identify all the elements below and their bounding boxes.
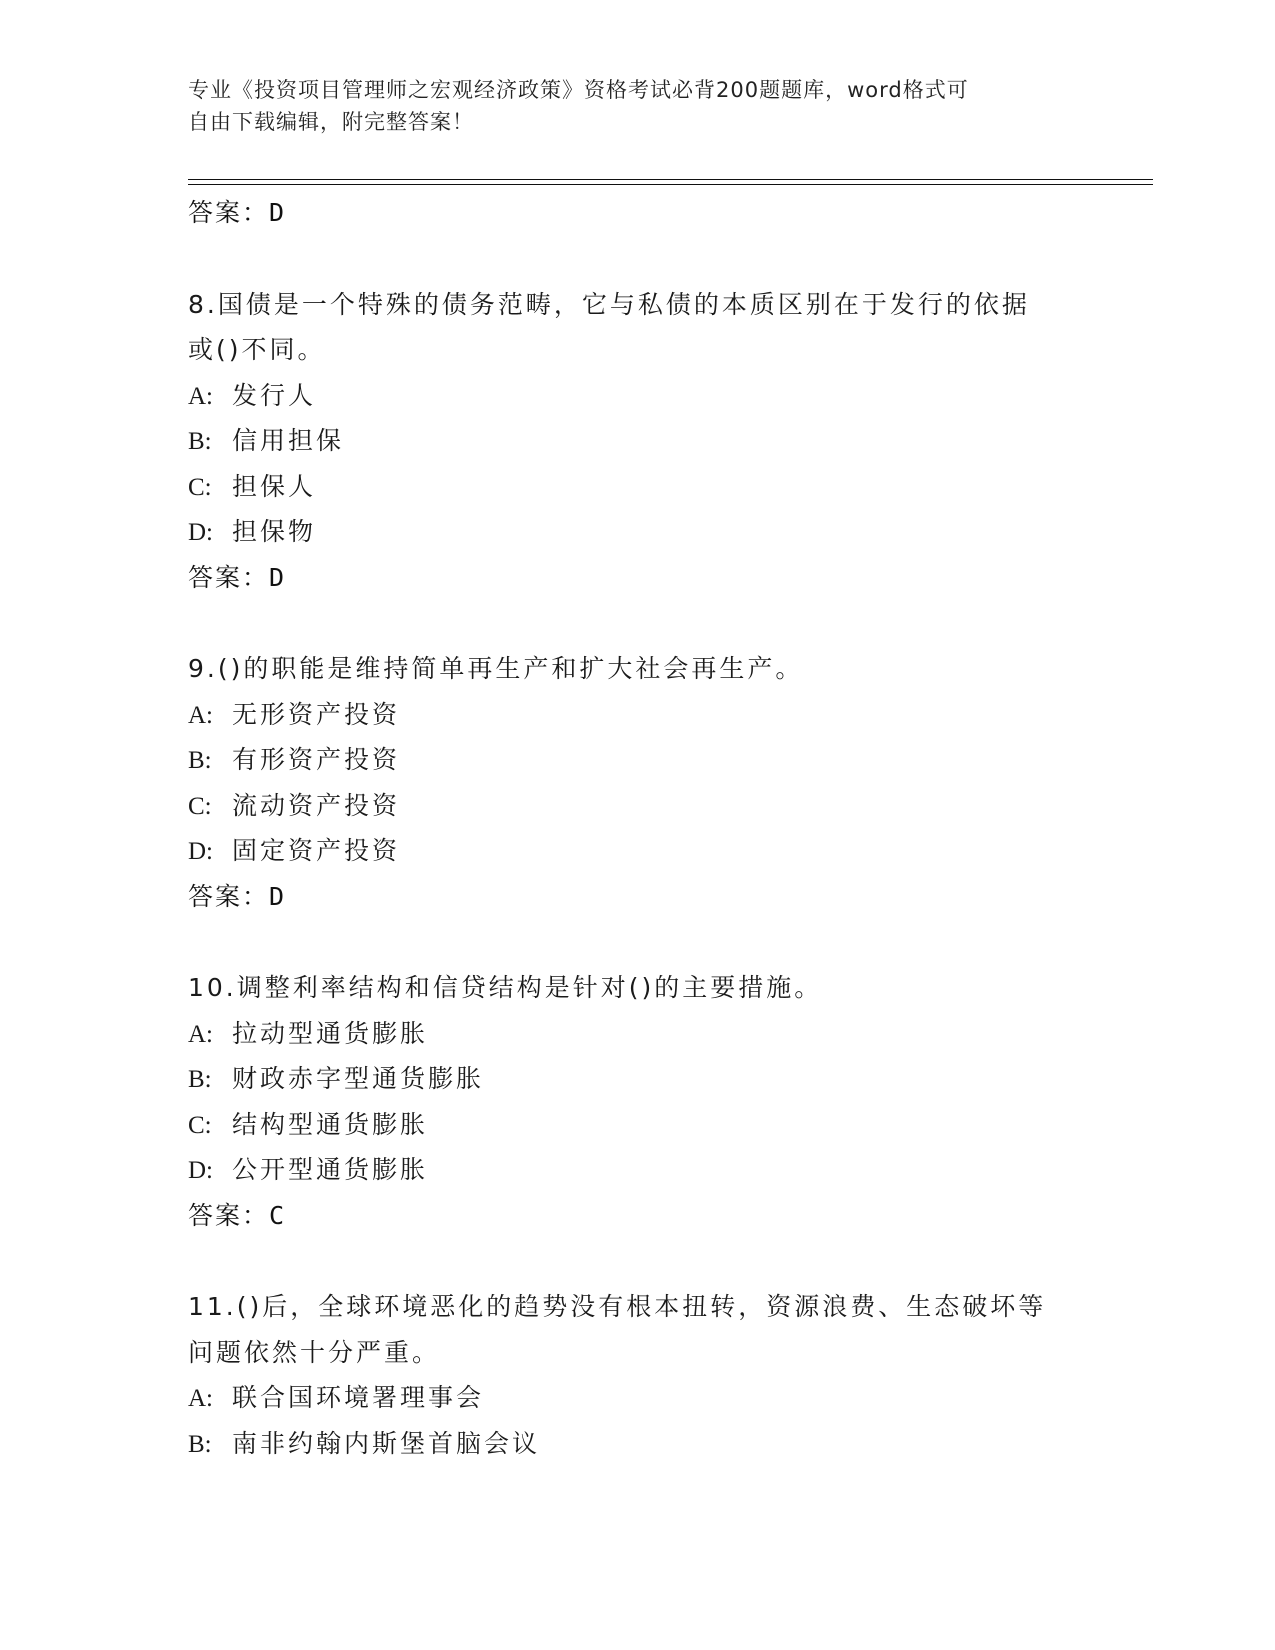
option-text: 流动资产投资 [232, 790, 401, 820]
option-text: 担保物 [232, 517, 317, 546]
question-block [188, 965, 1128, 1284]
option-item [188, 1011, 1128, 1057]
spacer [188, 600, 1128, 646]
option-item [188, 783, 1128, 829]
option-text: 拉动型通货膨胀 [232, 1018, 429, 1048]
option-text: 联合国环境署理事会 [232, 1383, 485, 1412]
question-text-line: 或()不同。 [188, 335, 326, 364]
answer-line [188, 874, 1128, 920]
option-item [188, 737, 1128, 783]
answer-label: 答案： [188, 881, 270, 911]
question-text-line: 10.调整利率结构和信贷结构是针对()的主要措施。 [188, 973, 823, 1002]
answer-line [188, 555, 1128, 601]
option-text: 无形资产投资 [232, 699, 401, 729]
question-block [188, 282, 1128, 647]
option-item [188, 418, 1128, 464]
option-letter: D: [188, 519, 213, 546]
option-text: 结构型通货膨胀 [232, 1109, 429, 1139]
option-letter: C: [188, 792, 212, 820]
option-letter: B: [188, 428, 212, 455]
answer-label: 答案： [188, 1200, 270, 1230]
option-item [188, 692, 1128, 738]
option-letter: B: [188, 747, 212, 774]
header-line-2: 自由下载编辑，附完整答案！ [188, 110, 474, 134]
option-item [188, 1375, 1128, 1421]
page-header [188, 74, 1068, 138]
option-letter: A: [188, 1385, 213, 1412]
option-text: 财政赤字型通货膨胀 [232, 1064, 485, 1093]
header-rule-top [188, 179, 1153, 180]
option-letter: B: [188, 1430, 212, 1458]
option-text: 公开型通货膨胀 [232, 1155, 429, 1184]
spacer [188, 1238, 1128, 1284]
option-letter: C: [188, 1111, 212, 1139]
option-text: 南非约翰内斯堡首脑会议 [232, 1428, 541, 1458]
answer-key: D [269, 881, 287, 911]
option-item [188, 1421, 1128, 1467]
option-letter: B: [188, 1066, 212, 1093]
option-text: 发行人 [232, 380, 317, 410]
header-line-1: 专业《投资项目管理师之宏观经济政策》资格考试必背200题题库，word格式可 [188, 78, 969, 102]
spacer [188, 919, 1128, 965]
option-item [188, 1056, 1128, 1102]
question-block [188, 646, 1128, 965]
question-text-line: 问题依然十分严重。 [188, 1337, 441, 1367]
spacer [188, 236, 1128, 282]
answer-label: 答案： [188, 198, 270, 227]
option-letter: D: [188, 1157, 213, 1184]
option-item [188, 373, 1128, 419]
answer-key: C [269, 1200, 287, 1230]
answer-label: 答案： [188, 562, 270, 592]
question-block [188, 1284, 1128, 1466]
question-text-line: 11.()后，全球环境恶化的趋势没有根本扭转，资源浪费、生态破坏等 [188, 1292, 1047, 1321]
option-item [188, 1102, 1128, 1148]
answer-line [188, 190, 1128, 236]
question-list [188, 190, 1128, 1466]
option-item [188, 1147, 1128, 1193]
answer-key: D [269, 562, 287, 592]
option-item [188, 464, 1128, 510]
option-item [188, 828, 1128, 874]
answer-key: D [269, 198, 287, 227]
option-letter: C: [188, 473, 212, 501]
option-item [188, 509, 1128, 555]
option-letter: A: [188, 1020, 213, 1048]
questions-container [188, 282, 1128, 1467]
answer-line [188, 1193, 1128, 1239]
option-text: 固定资产投资 [232, 836, 401, 865]
question-text-line: 8.国债是一个特殊的债务范畴，它与私债的本质区别在于发行的依据 [188, 289, 1030, 319]
option-letter: A: [188, 382, 213, 410]
question-text-line: 9.()的职能是维持简单再生产和扩大社会再生产。 [188, 654, 804, 683]
option-letter: A: [188, 701, 213, 729]
option-letter: D: [188, 838, 213, 865]
option-text: 有形资产投资 [232, 745, 401, 774]
option-text: 担保人 [232, 471, 317, 501]
option-text: 信用担保 [232, 426, 345, 455]
header-rule-bottom [188, 184, 1153, 185]
